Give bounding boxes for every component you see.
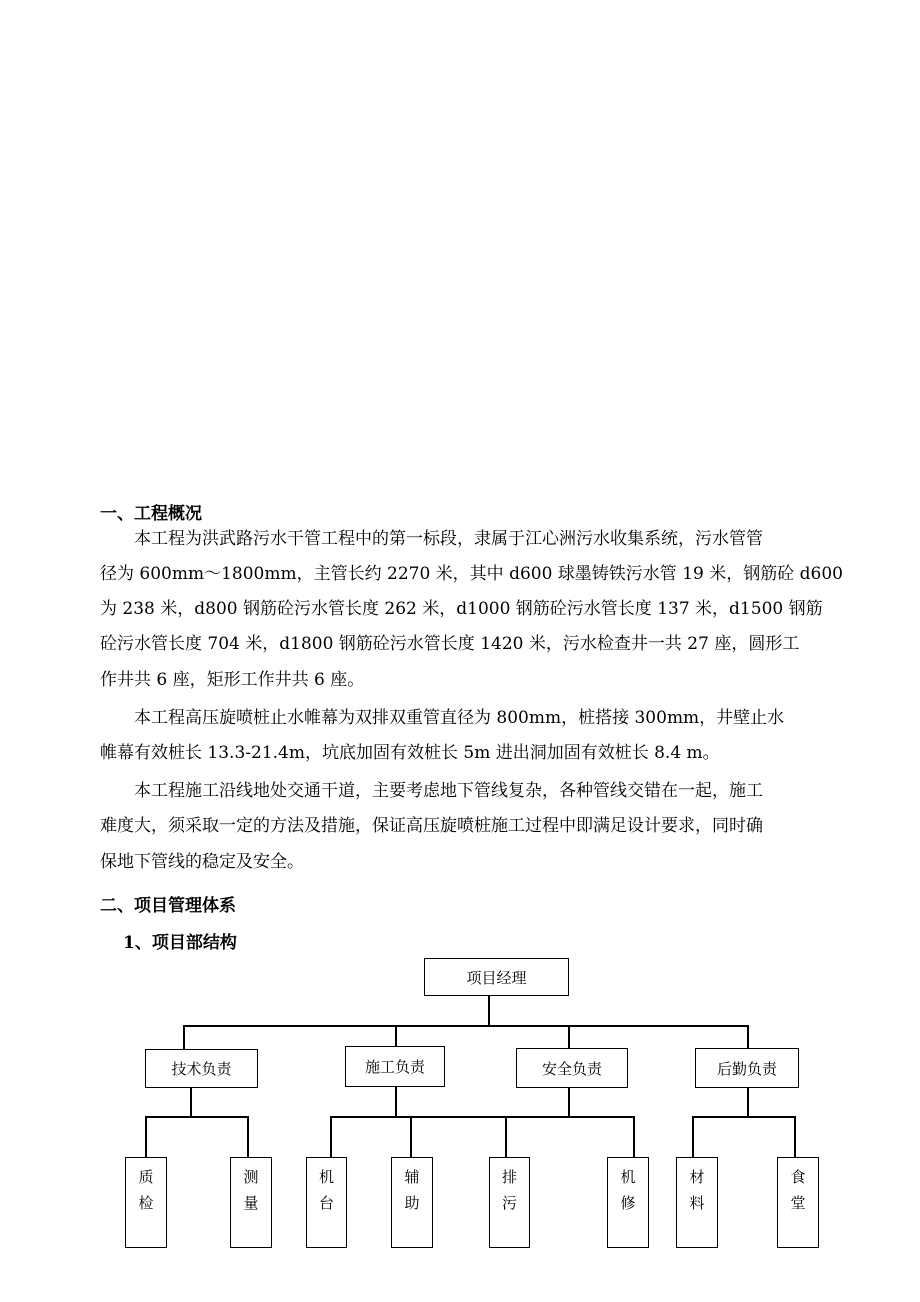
connector-line <box>633 1116 635 1158</box>
connector-line <box>568 1087 570 1117</box>
paragraph-line: 帷幕有效桩长 13.3-21.4m，坑底加固有效桩长 5m 进出洞加固有效桩长 8.4 m。 <box>100 743 720 763</box>
connector-line <box>247 1116 249 1158</box>
connector-line <box>183 1025 185 1050</box>
connector-line <box>505 1116 507 1158</box>
org-node-leaf: 质 检 <box>125 1157 167 1248</box>
section-heading-management: 二、项目管理体系 <box>100 896 236 916</box>
org-node-manager: 安全负责 <box>516 1048 628 1088</box>
paragraph-line: 难度大，须采取一定的方法及措施，保证高压旋喷桩施工过程中即满足设计要求，同时确 <box>100 816 763 836</box>
connector-line <box>183 1025 748 1027</box>
org-node-leaf: 食 堂 <box>777 1157 819 1248</box>
connector-line <box>145 1116 147 1158</box>
paragraph-line: 径为 600mm～1800mm，主管长约 2270 米，其中 d600 球墨铸铁污水管 19 米，钢筋砼 d600 <box>100 564 843 584</box>
subsection-heading-structure: 1、项目部结构 <box>123 933 237 953</box>
paragraph-line: 本工程高压旋喷桩止水帷幕为双排双重管直径为 800mm，桩搭接 300mm，井壁止水 <box>134 708 785 728</box>
connector-line <box>395 1025 397 1047</box>
paragraph-line: 保地下管线的稳定及安全。 <box>100 852 304 872</box>
org-node-manager: 后勤负责 <box>695 1048 799 1088</box>
connector-line <box>395 1086 397 1117</box>
paragraph-line: 本工程为洪武路污水干管工程中的第一标段，隶属于江心洲污水收集系统，污水管管 <box>134 529 763 549</box>
connector-line <box>692 1116 694 1158</box>
org-node-manager: 施工负责 <box>345 1046 445 1087</box>
org-node-root: 项目经理 <box>424 958 569 996</box>
connector-line <box>330 1116 634 1118</box>
org-node-leaf: 测 量 <box>230 1157 272 1248</box>
connector-line <box>794 1116 796 1158</box>
org-node-leaf: 机 修 <box>607 1157 649 1248</box>
connector-line <box>692 1116 795 1118</box>
org-node-leaf: 机 台 <box>306 1157 347 1248</box>
connector-line <box>330 1116 332 1158</box>
connector-line <box>410 1116 412 1158</box>
org-node-leaf: 辅 助 <box>391 1157 433 1248</box>
paragraph-line: 作井共 6 座，矩形工作井共 6 座。 <box>100 670 365 690</box>
section-heading-overview: 一、工程概况 <box>100 504 202 524</box>
org-node-manager: 技术负责 <box>145 1049 258 1088</box>
paragraph-line: 为 238 米，d800 钢筋砼污水管长度 262 米，d1000 钢筋砼污水管长度 137 米，d1500 钢筋 <box>100 599 823 619</box>
paragraph-line: 本工程施工沿线地处交通干道，主要考虑地下管线复杂，各种管线交错在一起，施工 <box>134 781 763 801</box>
connector-line <box>747 1087 749 1117</box>
connector-line <box>145 1116 248 1118</box>
connector-line <box>568 1025 570 1049</box>
org-node-leaf: 材 料 <box>676 1157 718 1248</box>
connector-line <box>747 1025 749 1049</box>
org-node-leaf: 排 污 <box>489 1157 530 1248</box>
connector-line <box>488 995 490 1026</box>
paragraph-line: 砼污水管长度 704 米，d1800 钢筋砼污水管长度 1420 米，污水检查井一共 27 座，圆形工 <box>100 634 800 654</box>
connector-line <box>190 1087 192 1117</box>
